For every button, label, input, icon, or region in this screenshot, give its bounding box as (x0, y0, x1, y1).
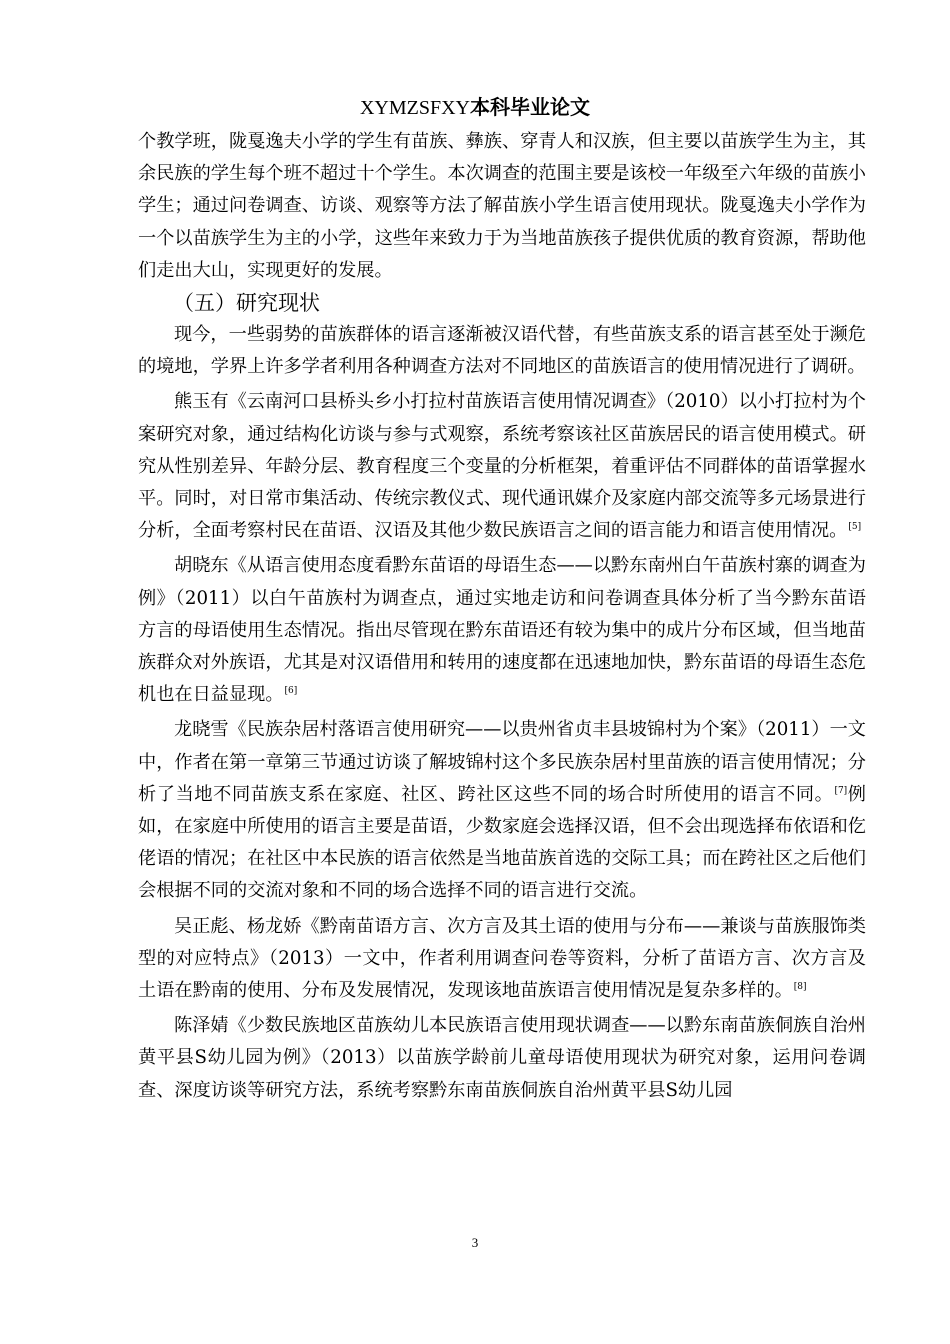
page-number: 3 (471, 1235, 479, 1250)
page-header (0, 94, 950, 121)
paragraph-overview: 现今，一些弱势的苗族群体的语言逐渐被汉语代替，有些苗族支系的语言甚至处于濒危的境地，学界上许多学者利用各种调查方法对不同地区的苗族语言的使用情况进行了调研。 (138, 324, 866, 378)
header-code: XYMZSFXY (359, 97, 471, 119)
paragraph-hu-xiaodong (138, 550, 866, 711)
paragraph-long-xiaoxue (138, 714, 866, 907)
paragraph-text: 吴正彪、杨龙娇《黔南苗语方言、次方言及其土语的使用与分布——兼谈与苗族服饰类型的对应特点》（2013）一文中，作者利用调查问卷等资料，分析了苗语方言、次方言及土语在黔南的使用、分布及发展情况，发现该地苗族语言使用情况是复杂多样的。 (138, 915, 866, 1002)
paragraph-text: 例如，在家庭中所使用的语言主要是苗语，少数家庭会选择汉语，但不会出现选择布依语和仡佬语的情况；在社区中本民族的语言依然是当地苗族首选的交际工具；而在跨社区之后他们会根据不同的交流对象和不同的场合选择不同的语言进行交流。 (138, 783, 866, 902)
body-text (138, 126, 866, 1107)
paragraph-chen-zejing: 陈泽婧《少数民族地区苗族幼儿本民族语言使用现状调查——以黔东南苗族侗族自治州黄平县S幼儿园为例》（2013）以苗族学龄前儿童母语使用现状为研究对象，运用问卷调查、深度访谈等研究方法，系统考察黔东南苗族侗族自治州黄平县S幼儿园 (138, 1015, 866, 1101)
paragraph-text: 龙晓雪《民族杂居村落语言使用研究——以贵州省贞丰县坡锦村为个案》（2011）一文中，作者在第一章第三节通过访谈了解坡锦村这个多民族杂居村里苗族的语言使用情况；分析了当地不同苗族支系在家庭、社区、跨社区这些不同的场合时所使用的语言不同。 (138, 719, 866, 805)
citation-ref: [7] (834, 785, 848, 796)
paragraph-wu-zhengbiao (138, 911, 866, 1008)
citation-ref: [5] (848, 522, 862, 533)
paragraph-intro-continued: 个教学班，陇戛逸夫小学的学生有苗族、彝族、穿青人和汉族，但主要以苗族学生为主，其余民族的学生每个班不超过十个学生。本次调查的范围主要是该校一年级至六年级的苗族小学生；通过问卷调查、访谈、观察等方法了解苗族小学生语言使用现状。陇戛逸夫小学作为一个以苗族学生为主的小学，这些年来致力于为当地苗族孩子提供优质的教育资源，帮助他们走出大山，实现更好的发展。 (138, 131, 866, 281)
citation-ref: [6] (284, 686, 298, 697)
paragraph-text: 胡晓东《从语言使用态度看黔东苗语的母语生态——以黔东南州白午苗族村寨的调查为例》（2011）以白午苗族村为调查点，通过实地走访和问卷调查具体分析了当今黔东苗语方言的母语使用生态情况。指出尽管现在黔东苗语还有较为集中的成片分布区域，但当地苗族群众对外族语，尤其是对汉语借用和转用的速度都在迅速地加快，黔东苗语的母语生态危机也在日益显现。 (138, 555, 866, 706)
section-heading: （五）研究现状 (173, 291, 320, 316)
paragraph-text: 熊玉有《云南河口县桥头乡小打拉村苗族语言使用情况调查》（2010）以小打拉村为个案研究对象，通过结构化访谈与参与式观察，系统考察该社区苗族居民的语言使用模式。研究从性别差异、年龄分层、教育程度三个变量的分析框架，着重评估不同群体的苗语掌握水平。同时，对日常市集活动、传统宗教仪式、现代通讯媒介及家庭内部交流等多元场景进行分析，全面考察村民在苗语、汉语及其他少数民族语言之间的语言能力和语言使用情况。 (138, 391, 866, 542)
header-title: 本科毕业论文 (470, 95, 591, 119)
paragraph-xiong-yuyou (138, 386, 866, 547)
citation-ref: [8] (793, 982, 807, 993)
